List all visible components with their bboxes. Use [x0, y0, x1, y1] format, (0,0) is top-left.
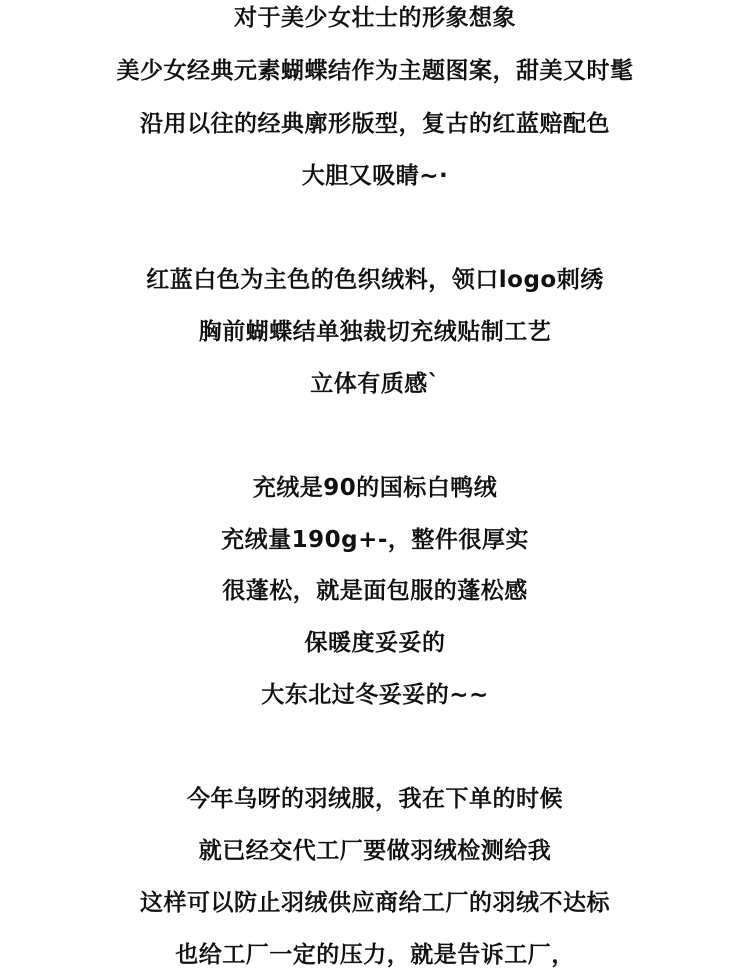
text-line: 充绒是90的国标白鸭绒: [252, 475, 498, 501]
text-line: 就已经交代工厂要做羽绒检测给我: [198, 838, 552, 864]
text-line: 这样可以防止羽绒供应商给工厂的羽绒不达标: [140, 890, 610, 916]
text-line: 美少女经典元素蝴蝶结作为主题图案，甜美又时髦: [116, 58, 634, 84]
text-line: 保暖度妥妥的: [304, 630, 446, 656]
text-line: 很蓬松，就是面包服的蓬松感: [222, 578, 528, 604]
text-line: 胸前蝴蝶结单独裁切充绒贴制工艺: [198, 319, 552, 345]
text-line: 大胆又吸睛~·: [301, 163, 449, 189]
text-line: 大东北过冬妥妥的~~: [261, 682, 489, 708]
text-line: 红蓝白色为主色的色织绒料，领口logo刺绣: [146, 267, 604, 293]
text-line: 立体有质感`: [310, 371, 440, 397]
text-line: 对于美少女壮士的形象想象: [234, 5, 516, 31]
text-line: 充绒量190g+-，整件很厚实: [221, 527, 529, 553]
text-line: 沿用以往的经典廓形版型，复古的红蓝赔配色: [140, 111, 610, 137]
text-line: 也给工厂一定的压力，就是告诉工厂，: [175, 942, 575, 968]
text-line: 今年乌呀的羽绒服，我在下单的时候: [187, 786, 563, 812]
